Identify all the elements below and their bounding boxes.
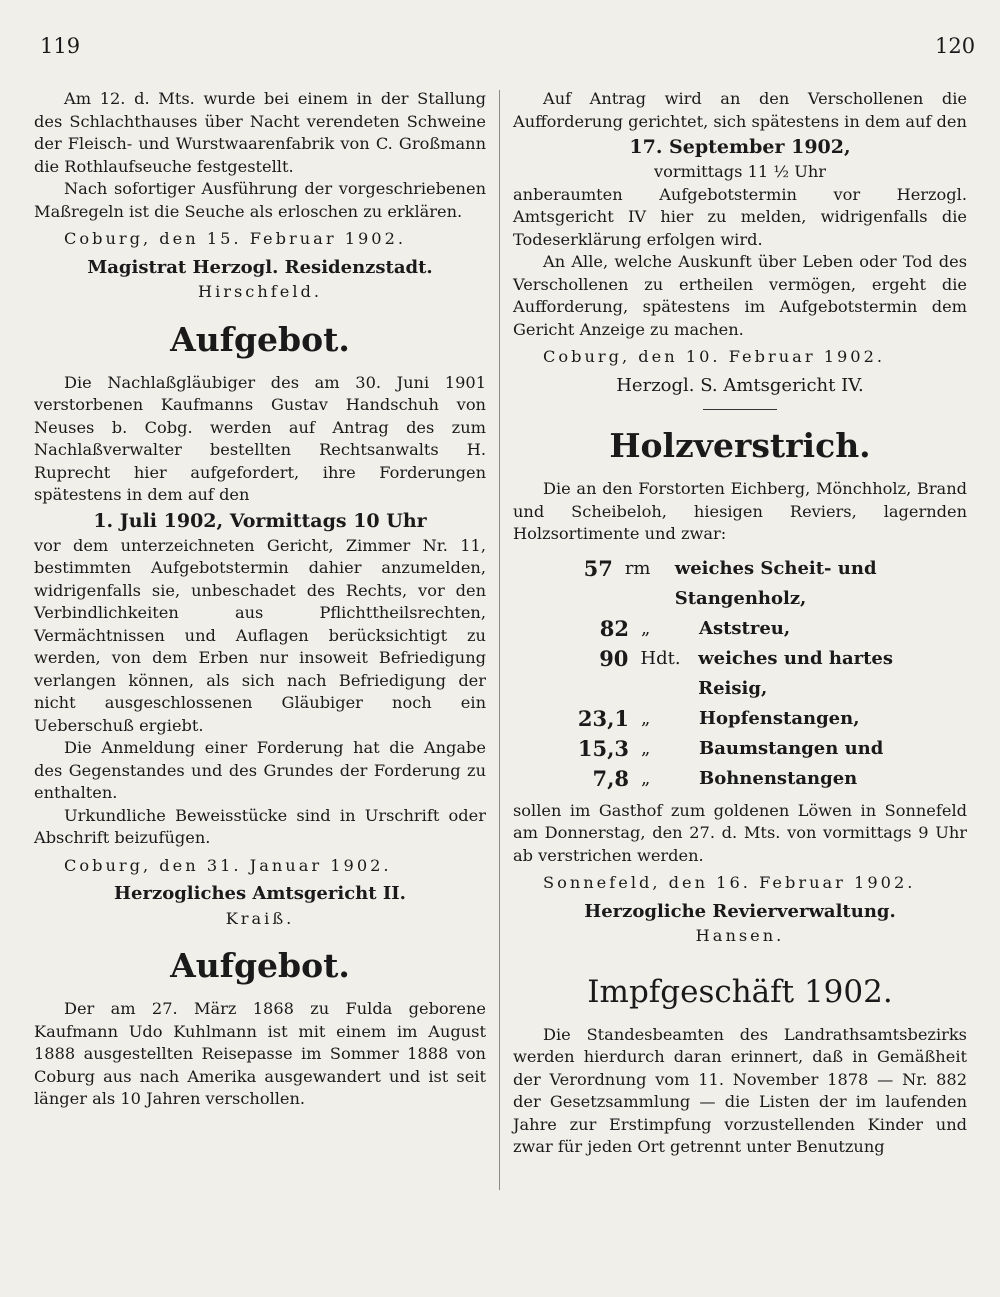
list-item (513, 704, 967, 734)
list-item-quantity: 15,3 (577, 735, 629, 761)
list-item-unit: „ (641, 767, 651, 789)
list-item-unit: „ (641, 737, 651, 759)
notice2-paragraph-4: Urkundliche Beweisstücke sind in Urschrift oder Abschrift beizufügen. (34, 805, 486, 847)
notice3-time: vormittags 11 ½ Uhr (653, 162, 827, 181)
list-item-name: Aststreu, (699, 617, 791, 639)
list-item-unit: Hdt. (640, 647, 681, 669)
list-item (513, 764, 967, 794)
notice1-paragraph-1: Am 12. d. Mts. wurde bei einem in der Stallung des Schlachthauses über Nacht verendeten Schweine der Fleisch- und Wurstwaarenfabrik von C. Großmann die Rothlaufseuche festgestellt. (34, 89, 486, 176)
notice2-date: 1. Juli 1902, Vormittags 10 Uhr (93, 509, 427, 532)
wood-list (513, 554, 967, 794)
list-item-name: Hopfenstangen, (699, 707, 860, 729)
list-item-name: weiches Scheit- und Stangenholz, (674, 557, 877, 609)
notice2-signature: Kraiß. (225, 908, 295, 928)
section-rule (703, 409, 777, 410)
notice3-paragraph-4: An Alle, welche Auskunft über Leben oder Tod des Verschollenen zu ertheilen vermögen, ergeht die Aufforderung, spätestens im Aufgebotstermin dem Gericht Anzeige zu machen. (513, 252, 967, 339)
notice3-date: 17. September 1902, (629, 136, 851, 158)
notice2-paragraph-2: vor dem unterzeichneten Gericht, Zimmer Nr. 11, bestimmten Aufgebotstermin dahier anzumelden, widrigenfalls sie, unbeschadet des Rechts, vor den Verbindlichkeiten aus Pflichttheilsrechten, Vermächtnissen und Auflagen berücksichtigt zu werden, von dem Erben nur insoweit Befriedigung verlangen können, als sich nach Befriedigung der nicht ausgeschlossenen Gläubiger noch ein Ueberschuß ergiebt. (34, 535, 486, 735)
notice3-paragraph-1: Der am 27. März 1868 zu Fulda geborene Kaufmann Udo Kuhlmann ist mit einem im August 1888 ausgestellten Reisepasse im Sommer 1888 von Coburg aus nach Amerika ausgewandert und ist seit länger als 10 Jahren verschollen. (34, 999, 486, 1108)
notice2-signer: Herzogliches Amtsgericht II. (114, 883, 406, 904)
notice5-paragraph-1: Die Standesbeamten des Landrathsamtsbezirks werden hierdurch daran erinnert, daß in Gemäßheit der Verordnung vom 11. November 1878 — Nr. 882 der Gesetzsammlung — die Listen der im laufenden Jahre zur Erstimpfung vorzustellenden Kinder und zwar für jeden Ort getrennt unter Benutzung (513, 1024, 967, 1156)
list-item-name: Baumstangen und (699, 737, 884, 759)
notice4-paragraph-2: sollen im Gasthof zum goldenen Löwen in Sonnefeld am Donnerstag, den 27. d. Mts. von vormittags 9 Uhr ab verstrichen werden. (513, 800, 967, 865)
notice4-heading: Holzverstrich. (609, 426, 871, 465)
notice3-paragraph-2: Auf Antrag wird an den Verschollenen die Aufforderung gerichtet, sich spätestens in dem auf den (513, 89, 967, 131)
notice5-heading: Impfgeschäft 1902. (587, 973, 893, 1010)
notice3-signer: Herzogl. S. Amtsgericht IV. (616, 374, 864, 396)
list-item-unit: rm (624, 557, 651, 579)
list-item-quantity: 57 (583, 555, 613, 581)
list-item-unit: „ (641, 617, 651, 639)
list-item-name: Bohnenstangen (699, 767, 858, 789)
list-item-quantity: 7,8 (592, 765, 629, 791)
list-item-name: weiches und hartes Reisig, (698, 647, 893, 699)
notice1-paragraph-2: Nach sofortiger Ausführung der vorgeschriebenen Maßregeln ist die Seuche als erloschen zu erklären. (34, 179, 486, 221)
notice2-paragraph-3: Die Anmeldung einer Forderung hat die Angabe des Gegenstandes und des Grundes der Forderung zu enthalten. (34, 738, 486, 802)
notice2-paragraph-1: Die Nachlaßgläubiger des am 30. Juni 1901 verstorbenen Kaufmanns Gustav Handschuh von Neuses b. Cobg. werden auf Antrag des zum Nachlaßverwalter bestellten Rechtsanwalts H. Ruprecht hier aufgefordert, ihre Forderungen spätestens in dem auf den (34, 372, 486, 504)
right-column (513, 88, 967, 1159)
list-item-quantity: 90 (599, 645, 629, 671)
notice2-heading: Aufgebot. (170, 319, 350, 359)
notice3-heading: Aufgebot. (170, 946, 350, 985)
list-item-unit: „ (641, 707, 651, 729)
list-item (513, 644, 967, 704)
column-divider (499, 90, 500, 1190)
list-item (513, 614, 967, 644)
list-item (513, 734, 967, 764)
notice4-signature: Hansen. (695, 926, 785, 945)
notice1-signer: Magistrat Herzogl. Residenzstadt. (87, 256, 433, 278)
notice3-dateline: Coburg, den 10. Februar 1902. (543, 347, 886, 366)
notice4-signer: Herzogliche Revierverwaltung. (584, 900, 896, 922)
notice1-signature: Hirschfeld. (197, 282, 323, 301)
notice2-dateline: Coburg, den 31. Januar 1902. (64, 855, 392, 875)
notice1-dateline: Coburg, den 15. Februar 1902. (64, 229, 407, 248)
left-column (34, 88, 486, 1111)
notice4-paragraph-1: Die an den Forstorten Eichberg, Mönchholz, Brand und Scheibeloh, hiesigen Reviers, lagernden Holzsortimente und zwar: (513, 479, 967, 543)
notice3-paragraph-3: anberaumten Aufgebotstermin vor Herzogl. Amtsgericht IV hier zu melden, widrigenfalls die Todeserklärung erfolgen wird. (513, 184, 967, 249)
page-number-right: 120 (935, 34, 976, 58)
list-item-quantity: 82 (599, 615, 629, 641)
notice4-dateline: Sonnefeld, den 16. Februar 1902. (543, 873, 916, 892)
list-item (513, 554, 967, 614)
list-item-quantity: 23,1 (577, 705, 629, 731)
page-number-left: 119 (40, 34, 81, 58)
